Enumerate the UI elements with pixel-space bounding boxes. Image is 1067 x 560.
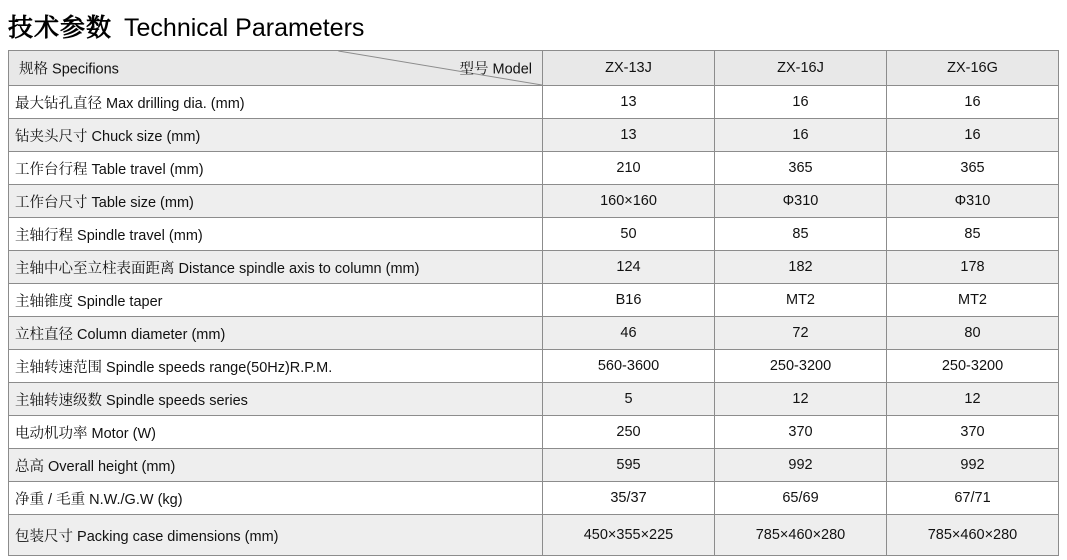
row-value: 250-3200 [715,350,887,383]
table-row [9,482,1059,515]
row-label: 主轴行程 Spindle travel (mm) [9,218,543,251]
row-label: 主轴转速级数 Spindle speeds series [9,383,543,416]
row-value: 365 [887,152,1059,185]
table-row [9,86,1059,119]
row-value: 67/71 [887,482,1059,515]
table-row [9,251,1059,284]
row-value: 370 [887,416,1059,449]
row-label: 主轴锥度 Spindle taper [9,284,543,317]
row-value: 35/37 [543,482,715,515]
row-value: 182 [715,251,887,284]
row-value: 560-3600 [543,350,715,383]
header-model-label: 型号 Model [459,61,532,78]
row-label: 总高 Overall height (mm) [9,449,543,482]
row-value: MT2 [715,284,887,317]
table-row [9,152,1059,185]
row-value: 785×460×280 [887,515,1059,556]
row-value: 13 [543,86,715,119]
row-value: 46 [543,317,715,350]
row-value: 16 [887,119,1059,152]
page-title [0,0,1067,50]
row-label: 主轴转速范围 Spindle speeds range(50Hz)R.P.M. [9,350,543,383]
table-row [9,185,1059,218]
row-value: 450×355×225 [543,515,715,556]
page-title-cn: 技术参数 [8,14,113,42]
header-model-1: ZX-13J [543,51,715,86]
row-value: 160×160 [543,185,715,218]
row-label: 钻夹头尺寸 Chuck size (mm) [9,119,543,152]
row-value: 250-3200 [887,350,1059,383]
row-label: 工作台尺寸 Table size (mm) [9,185,543,218]
table-row [9,317,1059,350]
row-value: 16 [715,119,887,152]
row-value: 370 [715,416,887,449]
row-value: 210 [543,152,715,185]
row-value: 85 [887,218,1059,251]
row-value: 72 [715,317,887,350]
header-spec-model-cell [9,51,543,86]
row-value: 5 [543,383,715,416]
table-header-row [9,51,1059,86]
page-title-en: Technical Parameters [124,14,365,42]
row-value: 85 [715,218,887,251]
row-value: 16 [715,86,887,119]
row-value: 80 [887,317,1059,350]
table-row [9,383,1059,416]
row-value: 12 [887,383,1059,416]
specifications-table [8,50,1059,556]
row-value: Φ310 [887,185,1059,218]
row-label: 主轴中心至立柱表面距离 Distance spindle axis to column (mm) [9,251,543,284]
table-row [9,284,1059,317]
table-row [9,449,1059,482]
row-value: 595 [543,449,715,482]
header-model-3: ZX-16G [887,51,1059,86]
header-spec-label: 规格 Specifions [19,61,119,78]
row-value: 992 [715,449,887,482]
row-value: B16 [543,284,715,317]
row-value: 365 [715,152,887,185]
header-model-2: ZX-16J [715,51,887,86]
row-value: 250 [543,416,715,449]
table-row [9,350,1059,383]
row-value: 178 [887,251,1059,284]
table-row [9,119,1059,152]
row-value: 992 [887,449,1059,482]
table-row [9,515,1059,556]
row-value: 13 [543,119,715,152]
row-label: 包装尺寸 Packing case dimensions (mm) [9,515,543,556]
row-value: 124 [543,251,715,284]
row-value: 65/69 [715,482,887,515]
row-label: 立柱直径 Column diameter (mm) [9,317,543,350]
row-label: 最大钻孔直径 Max drilling dia. (mm) [9,86,543,119]
table-row [9,416,1059,449]
table-body [9,51,1059,556]
row-value: Φ310 [715,185,887,218]
row-value: 12 [715,383,887,416]
row-value: 16 [887,86,1059,119]
row-value: 50 [543,218,715,251]
row-label: 净重 / 毛重 N.W./G.W (kg) [9,482,543,515]
table-row [9,218,1059,251]
row-label: 电动机功率 Motor (W) [9,416,543,449]
row-value: 785×460×280 [715,515,887,556]
row-value: MT2 [887,284,1059,317]
row-label: 工作台行程 Table travel (mm) [9,152,543,185]
